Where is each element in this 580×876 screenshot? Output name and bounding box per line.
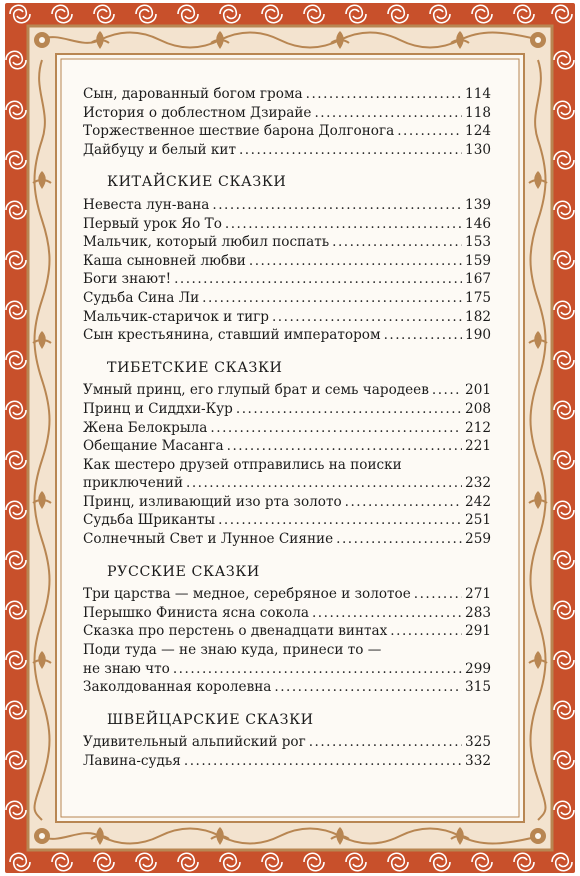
toc-entry-title: История о доблестном Дзирайе (83, 104, 312, 121)
toc-entry[interactable] (83, 437, 491, 456)
toc-entry-page-number: 130 (465, 141, 491, 158)
toc-entry-page-number: 175 (465, 289, 491, 306)
toc-entry-title: Невеста лун-вана (83, 196, 210, 213)
toc-entry-page-number: 299 (465, 660, 491, 677)
toc-entry-page-number: 153 (465, 234, 491, 251)
section-heading: РУССКИЕ СКАЗКИ (107, 563, 260, 580)
toc-entry-title: не знаю что (83, 660, 170, 677)
toc-entry-title: Солнечный Свет и Лунное Сияние (83, 531, 334, 548)
dot-leader (390, 622, 462, 641)
toc-entry-page-number: 242 (465, 493, 491, 510)
dot-leader (225, 215, 462, 234)
dot-leader (397, 122, 462, 141)
toc-entry-page-number: 182 (465, 308, 491, 325)
toc-entry-page-number: 221 (465, 438, 491, 455)
toc-entry[interactable] (83, 308, 491, 327)
toc-entry-title: Умный принц, его глупый брат и семь чародеев (83, 382, 429, 399)
toc-entry-page-number: 159 (465, 252, 491, 269)
toc-entry[interactable] (83, 326, 491, 345)
dot-leader (414, 585, 462, 604)
toc-entry-title-line: Поди туда — не знаю куда, принеси то — (83, 642, 382, 659)
toc-entry-page-number: 271 (465, 586, 491, 603)
toc-entry[interactable] (83, 85, 491, 104)
toc-entry-title: Принц и Сиддхи-Кур (83, 400, 233, 417)
toc-entry-page-number: 259 (465, 531, 491, 548)
dot-leader (336, 530, 462, 549)
toc-entry[interactable] (83, 400, 491, 419)
dot-leader (218, 511, 462, 530)
toc-entry-title: Лавина-судья (83, 753, 181, 769)
toc-entry-title: Принц, изливающий изо рта золото (83, 493, 342, 510)
toc-entry[interactable] (83, 419, 491, 438)
dot-leader (210, 419, 462, 438)
dot-leader (174, 270, 462, 289)
toc-entry-page-number: 291 (465, 623, 491, 640)
toc-entry-title: Первый урок Яо То (83, 215, 222, 232)
dot-leader (184, 752, 462, 771)
toc-entry[interactable] (83, 215, 491, 234)
toc-entry-page-number: 114 (465, 86, 491, 102)
toc-entry[interactable] (83, 660, 491, 679)
toc-entry-page-number: 201 (465, 382, 491, 399)
toc-entry[interactable] (83, 196, 491, 215)
toc-entry[interactable] (83, 289, 491, 308)
toc-entry[interactable] (83, 493, 491, 512)
dot-leader (432, 381, 462, 400)
toc-entry[interactable] (83, 122, 491, 141)
toc-entry-title: Удивительный альпийский рог (83, 734, 306, 751)
dot-leader (332, 233, 462, 252)
toc-entry-title: Сын крестьянина, ставший императором (83, 327, 381, 344)
dot-leader (227, 437, 462, 456)
toc-entry[interactable] (83, 252, 491, 271)
dot-leader (312, 604, 462, 623)
toc-entry[interactable] (83, 141, 491, 160)
toc-intro-list (83, 85, 491, 159)
dot-leader (274, 678, 462, 697)
toc-entry[interactable] (83, 585, 491, 604)
toc-entry-page-number: 118 (465, 104, 491, 121)
toc-entry-page-number: 167 (465, 271, 491, 288)
toc-entry[interactable] (83, 270, 491, 289)
toc-entry[interactable] (83, 233, 491, 252)
toc-entry[interactable] (83, 604, 491, 623)
dot-leader (314, 104, 462, 123)
toc-sections (83, 173, 491, 770)
toc-entry-page-number: 283 (465, 604, 491, 621)
toc-entry-page-number: 139 (465, 196, 491, 213)
toc-entry-page-number: 232 (465, 475, 491, 492)
toc-entry-page-number: 332 (465, 753, 491, 769)
toc-entry-title: Торжественное шествие барона Долгонога (83, 123, 395, 140)
toc-entry-title: Каша сыновней любви (83, 252, 246, 269)
dot-leader (272, 308, 462, 327)
toc-entry-title-line: Как шестеро друзей отправились на поиски (83, 456, 402, 473)
toc-entry[interactable] (83, 752, 491, 771)
toc-entry-page-number: 212 (465, 419, 491, 436)
section-heading: ШВЕЙЦАРСКИЕ СКАЗКИ (107, 711, 314, 728)
toc-entry-title: приключений (83, 475, 184, 492)
toc-entry-title: Сказка про перстень о двенадцати винтах (83, 623, 388, 640)
toc-entry[interactable] (83, 511, 491, 530)
toc-entry-title: Жена Белокрыла (83, 419, 208, 436)
toc-entry-page-number: 325 (465, 734, 491, 751)
dot-leader (249, 252, 462, 271)
toc-entry-page-number: 251 (465, 512, 491, 529)
section-heading: КИТАЙСКИЕ СКАЗКИ (107, 174, 287, 191)
toc-entry-title: Судьба Шриканты (83, 512, 216, 529)
dot-leader (212, 196, 462, 215)
toc-entry-title: Заколдованная королевна (83, 679, 272, 696)
toc-entry-title: Перышко Финиста ясна сокола (83, 604, 309, 621)
toc-entry[interactable] (83, 530, 491, 549)
dot-leader (306, 85, 462, 104)
toc-entry[interactable] (83, 104, 491, 123)
dot-leader (239, 141, 462, 160)
toc-entry[interactable] (83, 474, 491, 493)
toc-entry-title: Дайбуцу и белый кит (83, 141, 236, 158)
toc-entry-title: Сын, дарованный богом грома (83, 86, 303, 102)
toc-entry-title: Мальчик-старичок и тигр (83, 308, 269, 325)
table-of-contents (83, 85, 491, 771)
dot-leader (345, 493, 462, 512)
toc-entry-title: Три царства — медное, серебряное и золотое (83, 586, 411, 603)
toc-entry-page-number: 208 (465, 400, 491, 417)
toc-entry-page-number: 315 (465, 679, 491, 696)
toc-entry-title: Обещание Масанга (83, 438, 224, 455)
dot-leader (186, 474, 462, 493)
toc-entry[interactable] (83, 381, 491, 400)
toc-entry[interactable] (83, 622, 491, 641)
toc-entry-page-number: 146 (465, 215, 491, 232)
toc-entry-page-number: 124 (465, 123, 491, 140)
toc-entry[interactable] (83, 733, 491, 752)
toc-entry-title: Мальчик, который любил поспать (83, 234, 330, 251)
dot-leader (173, 660, 462, 679)
dot-leader (309, 733, 462, 752)
toc-entry-title: Судьба Сина Ли (83, 289, 200, 306)
toc-entry[interactable] (83, 678, 491, 697)
dot-leader (384, 326, 462, 345)
toc-entry-title: Боги знают! (83, 271, 172, 288)
dot-leader (236, 400, 462, 419)
toc-entry-page-number: 190 (465, 327, 491, 344)
section-heading: ТИБЕТСКИЕ СКАЗКИ (107, 359, 283, 376)
dot-leader (202, 289, 462, 308)
